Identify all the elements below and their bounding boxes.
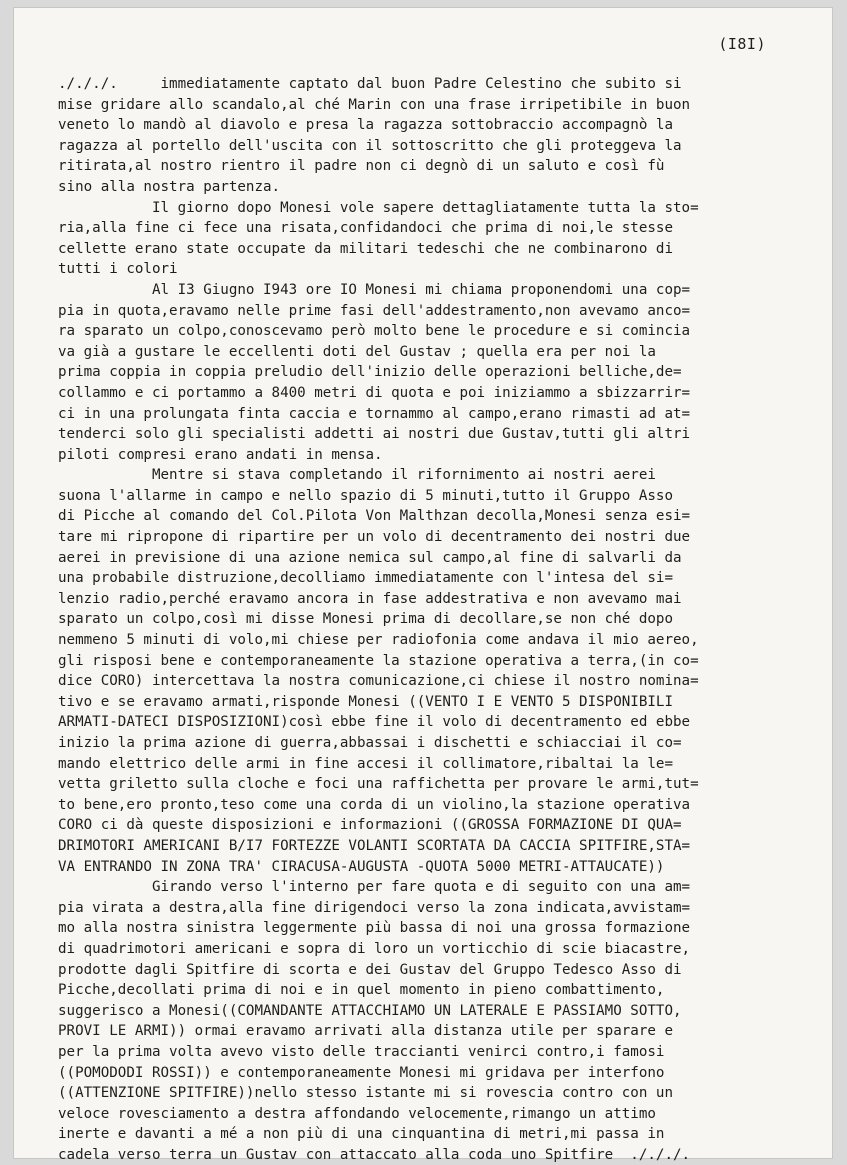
text-line: CORO ci dà queste disposizioni e informazioni ((GROSSA FORMAZIONE DI QUA= — [58, 817, 682, 834]
text-line: ragazza al portello dell'uscita con il sottoscritto che gli proteggeva la — [58, 137, 682, 154]
typewritten-page — [14, 8, 832, 1163]
text-line: inerte e davanti a mé a non più di una cinquantina di metri,mi passa in — [58, 1126, 665, 1143]
text-line: vetta griletto sulla cloche e foci una raffichetta per provare le armi,tut= — [58, 776, 699, 793]
text-line: tutti i colori — [58, 261, 178, 278]
text-line: mo alla nostra sinistra leggermente più bassa di noi una grossa formazione — [58, 920, 691, 937]
text-line: pia virata a destra,alla fine dirigendoci verso la zona indicata,avvistam= — [58, 899, 691, 916]
text-line: ria,alla fine ci fece una risata,confidandoci che prima di noi,le stesse — [58, 220, 673, 237]
text-line: aerei in previsione di una azione nemica sul campo,al fine di salvarli da — [58, 549, 682, 566]
text-line: PROVI LE ARMI)) ormai eravamo arrivati alla distanza utile per sparare e — [58, 1023, 673, 1040]
text-line: inizio la prima azione di guerra,abbassai i dischetti e schiacciai il co= — [58, 735, 682, 751]
text-line: sino alla nostra partenza. — [58, 178, 281, 195]
text-line: va già a gustare le eccellenti doti del Gustav ; quella era per noi la — [58, 343, 656, 360]
text-line: una probabile distruzione,decolliamo immediatamente con l'intesa del si= — [58, 570, 673, 587]
text-line: tare mi ripropone di ripartire per un volo di decentramento dei nostri due — [58, 529, 691, 546]
text-line: mando elettrico delle armi in fine accesi il collimatore,ribaltai la le= — [58, 755, 673, 772]
text-line: di Picche al comando del Col.Pilota Von Malthzan decolla,Monesi senza esi= — [58, 508, 691, 525]
text-line: ((POMODODI ROSSI)) e contemporaneamente Monesi mi gridava per interfono — [58, 1064, 665, 1081]
text-line: ra sparato un colpo,conoscevamo però molto bene le procedure e si comincia — [58, 323, 691, 340]
text-line: nemmeno 5 minuti di volo,mi chiese per radiofonia come andava il mio aereo, — [58, 632, 699, 649]
text-line: per la prima volta avevo visto delle traccianti venirci contro,i famosi — [58, 1043, 665, 1060]
text-line: mise gridare allo scandalo,al ché Marin con una frase irripetibile in buon — [58, 96, 691, 113]
text-line: prima coppia in coppia preludio dell'inizio delle operazioni belliche,de= — [58, 364, 682, 381]
text-line: tivo e se eravamo armati,risponde Monesi ((VENTO I E VENTO 5 DISPONIBILI — [58, 693, 673, 710]
page-number: (I8I) — [718, 35, 766, 53]
text-line: sparato un colpo,così mi disse Monesi prima di decollare,se non ché dopo — [58, 611, 673, 628]
text-line: VA ENTRANDO IN ZONA TRA' CIRACUSA-AUGUSTA -QUOTA 5000 METRI-ATTAUCATE)) — [58, 858, 665, 875]
text-line: Il giorno dopo Monesi vole sapere dettagliatamente tutta la sto= — [58, 199, 699, 216]
text-line: dice CORO) intercettava la nostra comunicazione,ci chiese il nostro nomina= — [58, 673, 699, 690]
text-line: Girando verso l'interno per fare quota e di seguito con una am= — [58, 879, 691, 896]
text-line: Mentre si stava completando il rifornimento ai nostri aerei — [58, 467, 656, 484]
text-line: suona l'allarme in campo e nello spazio di 5 minuti,tutto il Gruppo Asso — [58, 487, 673, 504]
text-line: suggerisco a Monesi((COMANDANTE ATTACCHIAMO UN LATERALE E PASSIAMO SOTTO, — [58, 1002, 682, 1019]
text-line: Al I3 Giugno I943 ore IO Monesi mi chiama proponendomi una cop= — [58, 281, 691, 298]
text-line: collammo e ci portammo a 8400 metri di quota e poi iniziammo a sbizzarrir= — [58, 384, 691, 401]
text-line: cellette erano state occupate da militari tedeschi che ne combinarono di — [58, 240, 673, 257]
text-line: veneto lo mandò al diavolo e presa la ragazza sottobraccio accompagnò la — [58, 117, 673, 134]
text-line: ARMATI-DATECI DISPOSIZIONI)così ebbe fine il volo di decentramento ed ebbe — [58, 714, 691, 731]
text-line: pia in quota,eravamo nelle prime fasi dell'addestramento,non avevamo anco= — [58, 302, 691, 319]
text-line: to bene,ero pronto,teso come una corda di un violino,la stazione operativa — [58, 796, 691, 813]
text-line: cadela verso terra un Gustav con attaccato alla coda uno Spitfire ./././. — [58, 1146, 691, 1163]
body-text — [58, 74, 828, 1165]
text-line: veloce rovesciamento a destra affondando velocemente,rimango un attimo — [58, 1105, 656, 1122]
text-line: ritirata,al nostro rientro il padre non ci degnò di un saluto e così fù — [58, 158, 665, 175]
text-line: prodotte dagli Spitfire di scorta e dei Gustav del Gruppo Tedesco Asso di — [58, 961, 682, 978]
text-line: ci in una prolungata finta caccia e tornammo al campo,erano rimasti ad at= — [58, 405, 691, 422]
text-line: ./././. immediatamente captato dal buon Padre Celestino che subito si — [58, 76, 682, 92]
text-line: DRIMOTORI AMERICANI B/I7 FORTEZZE VOLANTI SCORTATA DA CACCIA SPITFIRE,STA= — [58, 837, 691, 854]
text-line: piloti compresi erano andati in mensa. — [58, 446, 383, 463]
text-line: ((ATTENZIONE SPITFIRE))nello stesso istante mi si rovescia contro con un — [58, 1085, 673, 1102]
text-line: di quadrimotori americani e sopra di loro un vorticchio di scie biacastre, — [58, 940, 691, 957]
text-line: Picche,decollati prima di noi e in quel momento in pieno combattimento, — [58, 982, 665, 999]
text-line: lenzio radio,perché eravamo ancora in fase addestrativa e non avevamo mai — [58, 590, 682, 607]
text-line: gli risposi bene e contemporaneamente la stazione operativa a terra,(in co= — [58, 652, 699, 669]
text-line: tenderci solo gli specialisti addetti ai nostri due Gustav,tutti gli altri — [58, 426, 691, 443]
